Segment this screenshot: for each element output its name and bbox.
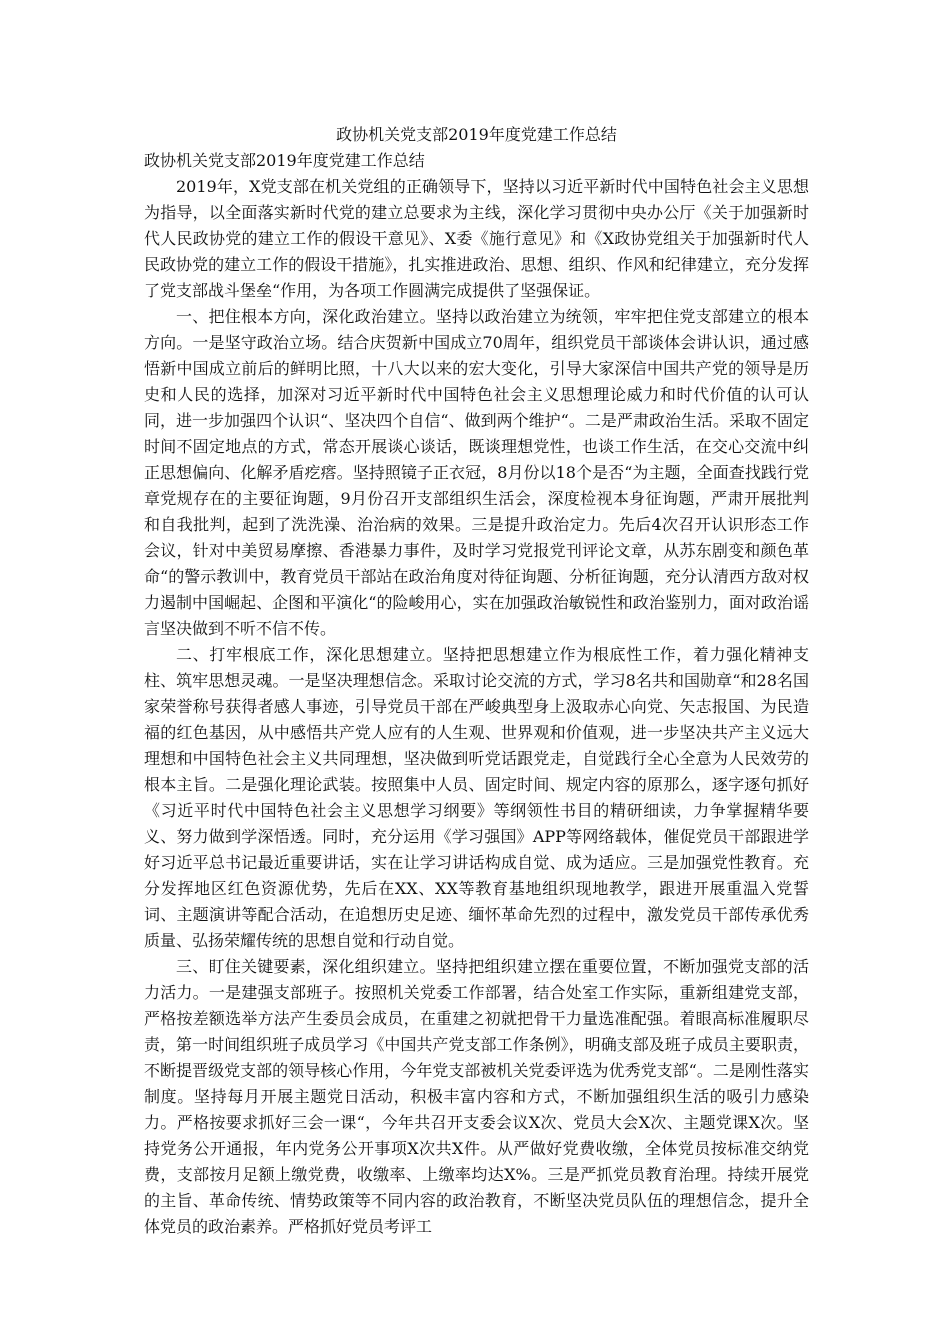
- paragraph-intro: 2019年，X党支部在机关党组的正确领导下，坚持以习近平新时代中国特色社会主义思想为指导，以全面落实新时代党的建立总要求为主线，深化学习贯彻中央办公厅《关于加强新时代人民政协党的建立工作的假设干意见》、X委《施行意见》和《X政协党组关于加强新时代人民政协党的建立工作的假设干措施》，扎实推进政治、思想、组织、作风和纪律建立，充分发挥了党支部战斗堡垒“作用，为各项工作圆满完成提供了坚强保证。: [144, 177, 809, 300]
- paragraph-organizational: 三、盯住关键要素，深化组织建立。坚持把组织建立摆在重要位置，不断加强党支部的活力活力。一是建强支部班子。按照机关党委工作部署，结合处室工作实际，重新组建党支部，严格按差额选举方法产生委员会成员，在重建之初就把骨干力量选准配强。着眼高标准履职尽责，第一时间组织班子成员学习《中国共产党支部工作条例》，明确支部及班子成员主要职责，不断提晋级党支部的领导核心作用，今年党支部被机关党委评选为优秀党支部“。二是刚性落实制度。坚持每月开展主题党日活动，积极丰富内容和方式，不断加强组织生活的吸引力感染力。严格按要求抓好三会一课“，今年共召开支委会议X次、党员大会X次、主题党课X次。坚持党务公开通报，年内党务公开事项X次共X件。从严做好党费收缴，全体党员按标准交纳党费，支部按月足额上缴党费，收缴率、上缴率均达X%。三是严抓党员教育治理。持续开展党的主旨、革命传统、情势政策等不同内容的政治教育，不断坚决党员队伍的理想信念，提升全体党员的政治素养。严格抓好党员考评工: [144, 957, 809, 1236]
- paragraph-political: 一、把住根本方向，深化政治建立。坚持以政治建立为统领，牢牢把住党支部建立的根本方向。一是坚守政治立场。结合庆贺新中国成立70周年，组织党员干部谈体会讲认识，通过感悟新中国成立前后的鲜明比照，十八大以来的宏大变化，引导大家深信中国共产党的领导是历史和人民的选择，加深对习近平新时代中国特色社会主义思想理论威力和时代价值的认可认同，进一步加强四个认识“、坚决四个自信“、做到两个维护“。二是严肃政治生活。采取不固定时间不固定地点的方式，常态开展谈心谈话，既谈理想党性，也谈工作生活，在交心交流中纠正思想偏向、化解矛盾疙瘩。坚持照镜子正衣冠，8月份以18个是否“为主题，全面查找践行党章党规存在的主要征询题，9月份召开支部组织生活会，深度检视本身征询题，严肃开展批判和自我批判，起到了洗洗澡、治治病的效果。三是提升政治定力。先后4次召开认识形态工作会议，针对中美贸易摩擦、香港暴力事件，及时学习党报党刊评论文章，从苏东剧变和颜色革命“的警示教训中，教育党员干部站在政治角度对待征询题、分析征询题，充分认清西方敌对权力遏制中国崛起、企图和平演化“的险峻用心，实在加强政治敏锐性和政治鉴别力，面对政治谣言坚决做到不听不信不传。: [144, 307, 809, 638]
- document-title: 政协机关党支部2019年度党建工作总结: [336, 125, 617, 144]
- document-subtitle: 政协机关党支部2019年度党建工作总结: [144, 151, 425, 170]
- document-page: [144, 122, 809, 1240]
- paragraph-ideological: 二、打牢根底工作，深化思想建立。坚持把思想建立作为根底性工作，着力强化精神支柱、筑牢思想灵魂。一是坚决理想信念。采取讨论交流的方式，学习8名共和国勋章“和28名国家荣誉称号获得者感人事迹，引导党员干部在严峻典型身上汲取赤心向党、矢志报国、为民造福的红色基因，从中感悟共产党人应有的人生观、世界观和价值观，进一步坚决共产主义远大理想和中国特色社会主义共同理想，坚决做到听党话跟党走，自觉践行全心全意为人民效劳的根本主旨。二是强化理论武装。按照集中人员、固定时间、规定内容的原那么，逐字逐句抓好《习近平时代中国特色社会主义思想学习纲要》等纲领性书目的精研细读，力争掌握精华要义、努力做到学深悟透。同时，充分运用《学习强国》APP等网络载体，催促党员干部跟进学好习近平总书记最近重要讲话，实在让学习讲话构成自觉、成为适应。三是加强党性教育。充分发挥地区红色资源优势，先后在XX、XX等教育基地组织现地教学，跟进开展重温入党誓词、主题演讲等配合活动，在追想历史足迹、缅怀革命先烈的过程中，激发党员干部传承优秀质量、弘扬荣耀传统的思想自觉和行动自觉。: [144, 645, 809, 950]
